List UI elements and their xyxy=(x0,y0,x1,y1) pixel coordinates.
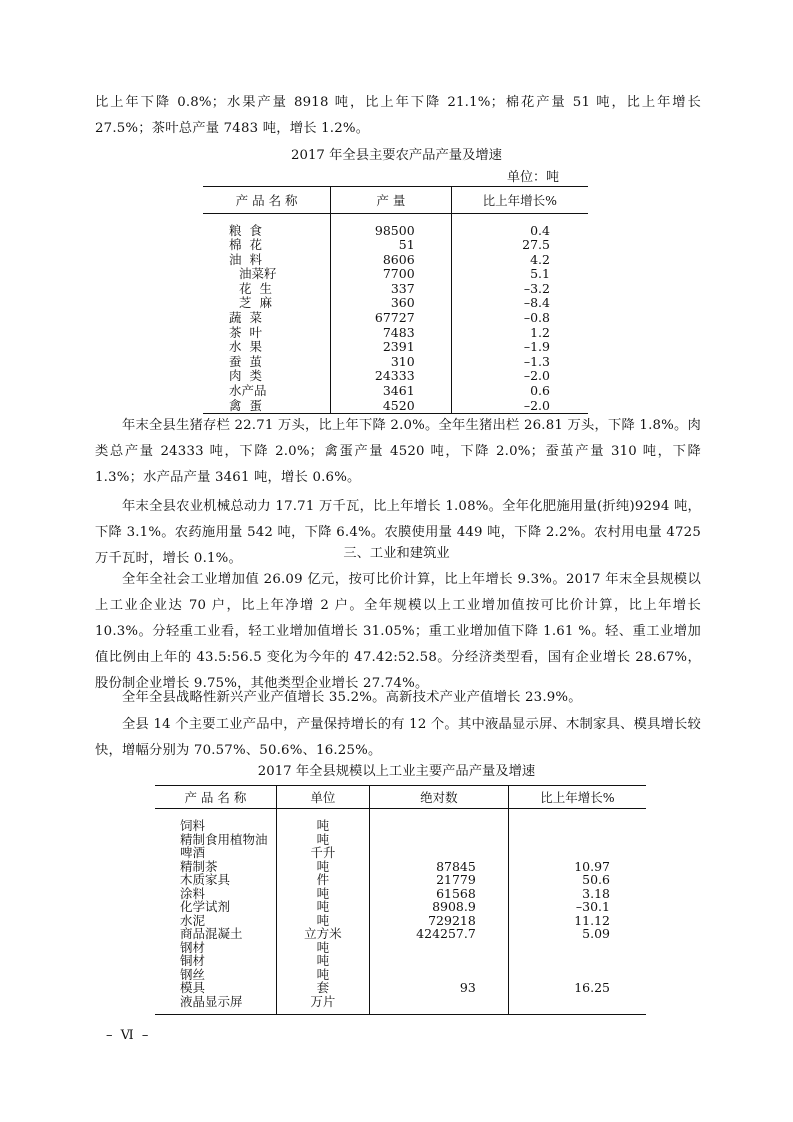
row-growth xyxy=(508,995,646,1015)
row-value: 337 xyxy=(331,282,452,297)
table2-header-growth: 比上年增长% xyxy=(508,786,646,809)
row-unit: 千升 xyxy=(276,846,369,860)
row-growth: –30.1 xyxy=(508,900,646,914)
row-unit: 吨 xyxy=(276,887,369,901)
row-name: 茶叶 xyxy=(229,324,271,340)
row-growth: –8.4 xyxy=(451,296,588,311)
row-absolute: 21779 xyxy=(369,873,508,887)
row-value: 51 xyxy=(331,238,452,253)
row-growth: 5.09 xyxy=(508,927,646,941)
paragraph-livestock: 年末全县生猪存栏 22.71 万头，比上年下降 2.0%。全年生猪出栏 26.81 万头，下降 1.8%。肉类总产量 24333 吨，下降 2.0%；禽蛋产量 4520 吨，下降 2.0%；蚕茧产量 310 吨，下降 1.3%；水产品产量 3461 吨，增长 0.6%。 xyxy=(95,418,701,485)
row-growth: 3.18 xyxy=(508,887,646,901)
row-unit: 吨 xyxy=(276,968,369,982)
table1-title: 2017 年全县主要农产品产量及增速 xyxy=(291,148,502,163)
row-name: 粮食 xyxy=(229,222,271,238)
row-unit: 吨 xyxy=(276,809,369,833)
table-row xyxy=(203,326,588,341)
table-row xyxy=(155,873,646,887)
table-row xyxy=(203,224,588,239)
row-growth xyxy=(508,941,646,955)
row-name: 模具 xyxy=(180,980,206,995)
row-name: 蔬菜 xyxy=(229,310,271,326)
row-absolute xyxy=(369,954,508,968)
row-absolute xyxy=(369,846,508,860)
row-unit: 吨 xyxy=(276,900,369,914)
row-growth: 27.5 xyxy=(451,238,588,253)
row-growth xyxy=(508,809,646,833)
row-absolute xyxy=(369,968,508,982)
row-name: 禽蛋 xyxy=(203,399,331,414)
row-value: 7483 xyxy=(331,326,452,341)
row-growth: –1.9 xyxy=(451,340,588,355)
paragraph-machinery: 年末全县农业机械总动力 17.71 万千瓦，比上年增长 1.08%。全年化肥施用量(折纯)9294 吨，下降 3.1%。农药施用量 542 吨，下降 6.4%。农膜使用量 449 吨，下降 2.2%。农村用电量 4725 万千瓦时，增长 0.1%。 xyxy=(95,499,701,566)
row-value: 98500 xyxy=(331,224,452,239)
table-row xyxy=(155,954,646,968)
row-growth: 4.2 xyxy=(451,253,588,268)
row-growth: 16.25 xyxy=(508,981,646,995)
table-row xyxy=(155,968,646,982)
row-name: 钢材 xyxy=(180,939,206,955)
row-name: 木质家具 xyxy=(180,872,231,887)
row-unit: 万片 xyxy=(276,995,369,1015)
table1-header-name: 产 品 名 称 xyxy=(203,187,331,214)
row-absolute: 93 xyxy=(369,981,508,995)
row-unit: 套 xyxy=(276,981,369,995)
table-row xyxy=(155,846,646,860)
row-value: 67727 xyxy=(331,311,452,326)
table-row xyxy=(203,369,588,384)
row-absolute xyxy=(369,833,508,847)
row-growth: –2.0 xyxy=(451,399,588,414)
table-row xyxy=(155,927,646,941)
row-growth xyxy=(508,833,646,847)
row-absolute: 61568 xyxy=(369,887,508,901)
row-name: 芝麻 xyxy=(239,295,281,311)
row-name: 水产品 xyxy=(229,383,267,399)
table2-header-unit: 单位 xyxy=(276,786,369,809)
paragraph-strategic: 全年全县战略性新兴产业产值增长 35.2%。高新技术产业产值增长 23.9%。 xyxy=(122,690,582,705)
table1-header-output: 产 量 xyxy=(331,187,452,214)
row-growth xyxy=(508,954,646,968)
row-growth: 0.4 xyxy=(451,224,588,239)
table1-unit: 单位：吨 xyxy=(506,170,559,185)
row-unit: 吨 xyxy=(276,954,369,968)
table-row xyxy=(155,833,646,847)
row-value: 4520 xyxy=(331,399,452,414)
table-row xyxy=(203,311,588,326)
paragraph-products: 全县 14 个主要工业产品中，产量保持增长的有 12 个。其中液晶显示屏、木制家具、模具增长较快，增幅分别为 70.57%、50.6%、16.25%。 xyxy=(95,717,701,758)
row-unit: 吨 xyxy=(276,941,369,955)
table-row xyxy=(155,809,646,833)
row-name: 水果 xyxy=(229,339,271,355)
row-absolute: 729218 xyxy=(369,914,508,928)
row-growth xyxy=(508,846,646,860)
table-row xyxy=(203,355,588,370)
row-growth: –2.0 xyxy=(451,369,588,384)
row-value: 24333 xyxy=(331,369,452,384)
row-name: 油料 xyxy=(229,251,271,267)
table-row xyxy=(155,887,646,901)
table-row xyxy=(203,282,588,297)
table-row xyxy=(203,399,588,414)
row-absolute: 424257.7 xyxy=(369,927,508,941)
row-name: 水泥 xyxy=(180,912,206,928)
row-growth: –3.2 xyxy=(451,282,588,297)
row-name: 钢丝 xyxy=(180,966,206,982)
table2-header-row xyxy=(155,786,646,809)
table-row xyxy=(203,253,588,268)
row-name: 饲料 xyxy=(180,818,206,833)
table-row xyxy=(155,941,646,955)
table1-header-row xyxy=(203,187,588,214)
table-row xyxy=(155,860,646,874)
row-growth: –1.3 xyxy=(451,355,588,370)
row-growth: 10.97 xyxy=(508,860,646,874)
table-row xyxy=(203,296,588,311)
row-value: 310 xyxy=(331,355,452,370)
table-row xyxy=(203,340,588,355)
paragraph-intro-end: 比上年下降 0.8%；水果产量 8918 吨，比上年下降 21.1%；棉花产量 51 吨，比上年增长 27.5%；茶叶总产量 7483 吨，增长 1.2%。 xyxy=(95,95,701,136)
row-name: 铜材 xyxy=(180,953,206,968)
row-unit: 吨 xyxy=(276,833,369,847)
row-value: 7700 xyxy=(331,267,452,282)
table1-header-growth: 比上年增长% xyxy=(451,187,588,214)
row-growth: 11.12 xyxy=(508,914,646,928)
row-name: 肉类 xyxy=(229,368,271,384)
table2-header-absolute: 绝对数 xyxy=(369,786,508,809)
industrial-products-table xyxy=(155,785,646,1015)
row-unit: 吨 xyxy=(276,914,369,928)
section-heading: 三、工业和建筑业 xyxy=(343,546,450,561)
row-value: 8606 xyxy=(331,253,452,268)
table-row xyxy=(155,914,646,928)
table-row xyxy=(203,267,588,282)
row-growth: 0.6 xyxy=(451,384,588,399)
agricultural-products-table xyxy=(203,186,588,414)
paragraph-industry: 全年全社会工业增加值 26.09 亿元，按可比价计算，比上年增长 9.3%。2017 年末全县规模以上工业企业达 70 户，比上年净增 2 户。全年规模以上工业增加值按可比价计算，比上年增长 10.3%。分轻重工业看，轻工业增加值增长 31.05%；重工业增加值下降 1.61 %。轻、重工业增加值比例由上年的 43.5:56.5 变化为今年的 47.42:52.58。分经济类型看，国有企业增长 28.67%，股份制企业增长 9.75%，其他类型企业增长 27.74%。 xyxy=(95,572,701,691)
row-unit: 立方米 xyxy=(276,927,369,941)
row-absolute: 8908.9 xyxy=(369,900,508,914)
row-growth: 5.1 xyxy=(451,267,588,282)
row-name: 商品混凝土 xyxy=(180,926,243,941)
row-name: 涂料 xyxy=(180,885,206,901)
row-absolute: 87845 xyxy=(369,860,508,874)
row-name: 蚕茧 xyxy=(229,353,271,369)
row-value: 360 xyxy=(331,296,452,311)
row-growth xyxy=(508,968,646,982)
table2-title: 2017 年全县规模以上工业主要产品产量及增速 xyxy=(257,764,536,779)
table-row xyxy=(155,900,646,914)
row-value: 3461 xyxy=(331,384,452,399)
row-value: 2391 xyxy=(331,340,452,355)
row-growth: 50.6 xyxy=(508,873,646,887)
row-name: 液晶显示屏 xyxy=(155,995,276,1015)
row-name: 精制茶 xyxy=(180,858,218,874)
row-name: 精制食用植物油 xyxy=(180,831,268,847)
row-unit: 件 xyxy=(276,873,369,887)
row-name: 化学试剂 xyxy=(180,899,231,914)
table-row xyxy=(155,981,646,995)
row-absolute xyxy=(369,995,508,1015)
row-growth: –0.8 xyxy=(451,311,588,326)
row-unit: 吨 xyxy=(276,860,369,874)
page-number: – Ⅵ – xyxy=(106,1028,151,1043)
table-row xyxy=(203,238,588,253)
row-name: 棉花 xyxy=(229,237,271,253)
table-row xyxy=(155,995,646,1015)
row-name: 花生 xyxy=(239,280,281,296)
table-row xyxy=(203,384,588,399)
row-absolute xyxy=(369,809,508,833)
row-name: 啤酒 xyxy=(180,845,206,860)
row-name: 油菜籽 xyxy=(239,266,277,282)
row-growth: 1.2 xyxy=(451,326,588,341)
row-absolute xyxy=(369,941,508,955)
table2-header-name: 产 品 名 称 xyxy=(155,786,276,809)
